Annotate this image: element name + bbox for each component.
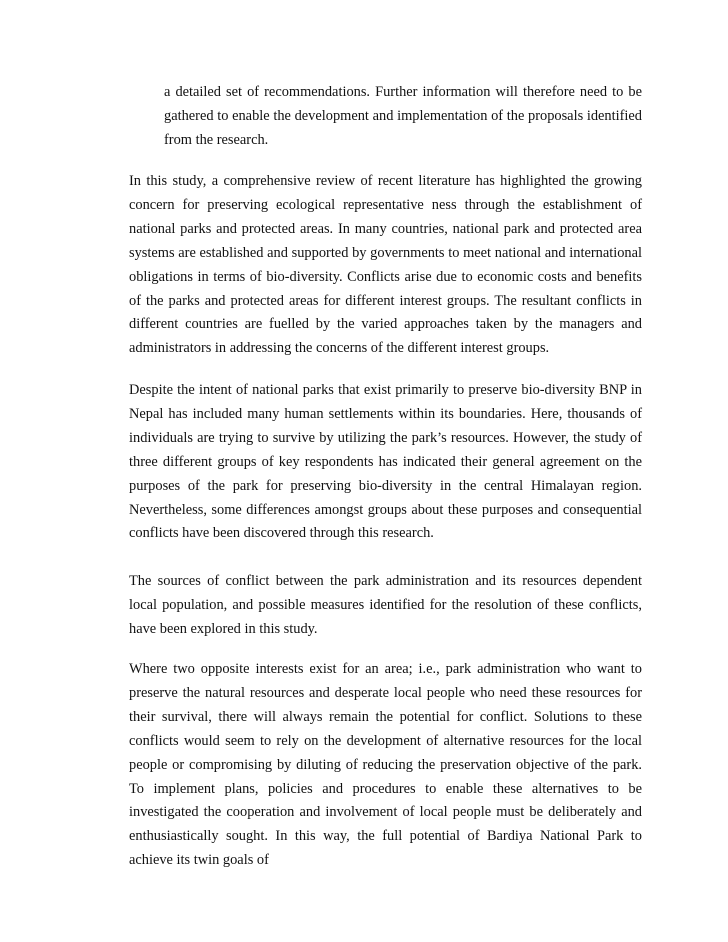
- indented-continuation-paragraph: a detailed set of recommendations. Further information will therefore need to be gathered to enable the development and implementation of the proposals identified from the research.: [164, 84, 642, 148]
- paragraph-conflict-sources: The sources of conflict between the park administration and its resources dependent local population, and possible measures identified for the resolution of these conflicts, have been explored in this study.: [129, 573, 642, 637]
- paragraph-opposite-interests: Where two opposite interests exist for an area; i.e., park administration who want to preserve the natural resources and desperate local people who need these resources for their survival, there will always remain the potential for conflict. Solutions to these conflicts would seem to rely on the development of alternative resources for the local people or compromising by diluting of reducing the preservation objective of the park. To implement plans, policies and procedures to enable these alternatives to be investigated the cooperation and involvement of local people must be deliberately and enthusiastically sought. In this way, the full potential of Bardiya National Park to achieve its twin goals of: [129, 661, 642, 869]
- paragraph-bnp-settlements: Despite the intent of national parks that exist primarily to preserve bio-diversity BNP in Nepal has included many human settlements within its boundaries. Here, thousands of individuals are trying to survive by utilizing the park’s resources. However, the study of three different groups of key respondents has indicated their general agreement on the purposes of the park for preserving bio-diversity in the central Himalayan region. Nevertheless, some differences amongst groups about these purposes and consequential conflicts have been discovered through this research.: [129, 382, 642, 542]
- paragraph-literature-review: In this study, a comprehensive review of recent literature has highlighted the growing concern for preserving ecological representative ness through the establishment of national parks and protected areas. In many countries, national park and protected area systems are established and supported by governments to meet national and international obligations in terms of bio-diversity. Conflicts arise due to economic costs and benefits of the parks and protected areas for different interest groups. The resultant conflicts in different countries are fuelled by the varied approaches taken by the managers and administrators in addressing the concerns of the different interest groups.: [129, 173, 642, 357]
